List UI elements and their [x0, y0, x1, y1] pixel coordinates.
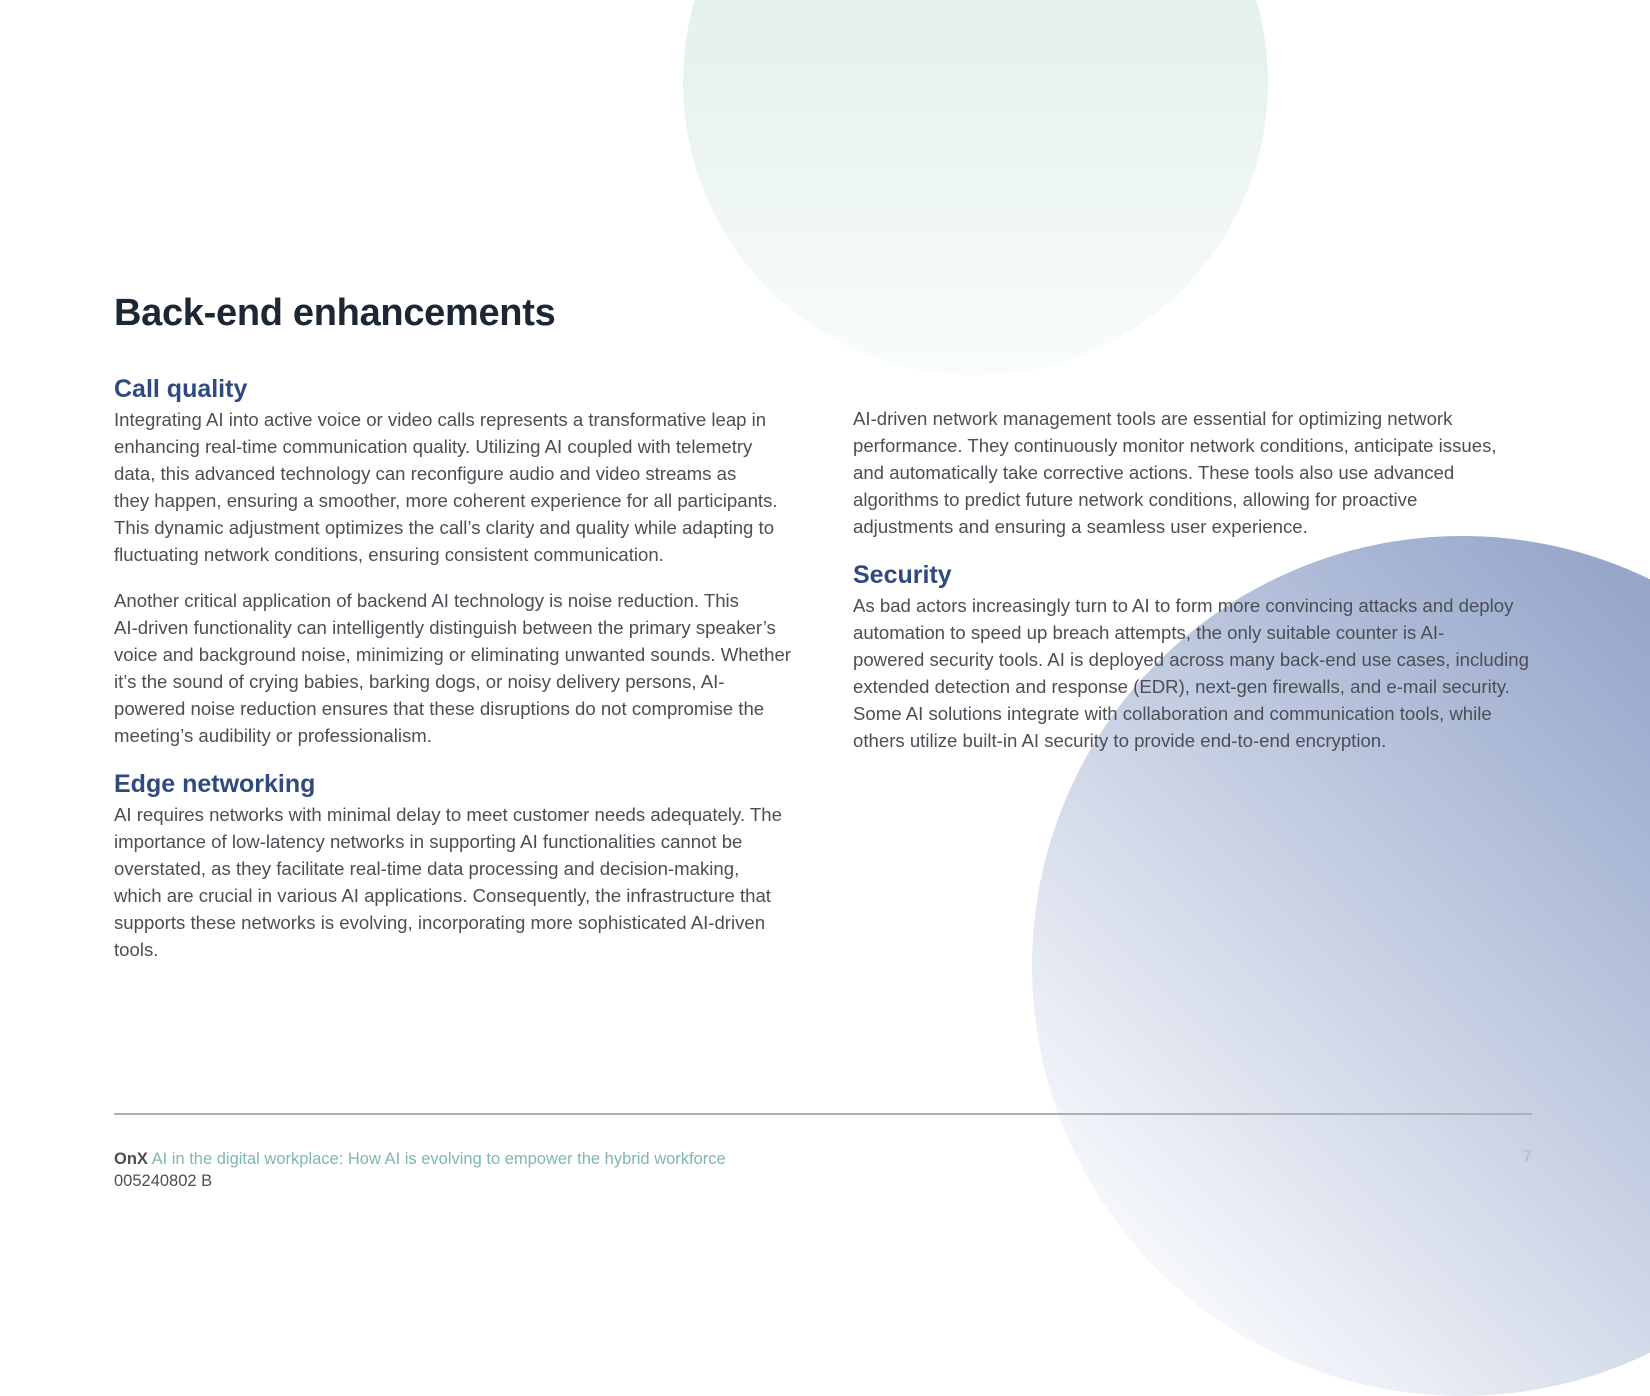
footer-divider [114, 1113, 1532, 1115]
edge-networking-paragraph-1: AI requires networks with minimal delay to meet customer needs adequately. The importance of low-latency networks in supporting AI functionalities cannot be overstated, as they facilitate real-time data processing and decision-making, which are crucial in various AI applications. Consequently, the infrastructure that supports these networks is evolving, incorporating more sophisticated AI-driven tools. [114, 804, 782, 960]
security-paragraph: As bad actors increasingly turn to AI to form more convincing attacks and deploy automation to speed up breach attempts, the only suitable counter is AI- powered security tools. AI is deployed across many back-end use cases, including extended detection and response (EDR), next-gen firewalls, and e-mail security. Some AI solutions integrate with collaboration and communication tools, while others utilize built-in AI security to provide end-to-end encryption. [853, 595, 1529, 751]
footer-document-code: 005240802 B [114, 1172, 213, 1190]
footer [114, 1148, 726, 1192]
footer-brand: OnX [114, 1150, 148, 1168]
right-column [853, 377, 1553, 754]
page-number: 7 [1523, 1148, 1532, 1165]
section-heading-call-quality: Call quality [114, 375, 248, 403]
section-heading-security: Security [853, 561, 952, 589]
page-title: Back-end enhancements [114, 292, 556, 334]
call-quality-paragraph-2: Another critical application of backend AI technology is noise reduction. This AI-driven functionality can intelligently distinguish between the primary speaker’s voice and background noise, minimizing or eliminating unwanted sounds. Whether it’s the sound of crying babies, barking dogs, or noisy delivery persons, AI- powered noise reduction ensures that these disruptions do not compromise the meeting’s audibility or professionalism. [114, 590, 791, 746]
decorative-teal-circle [683, 0, 1268, 375]
edge-networking-paragraph-2: AI-driven network management tools are essential for optimizing network performance. They continuously monitor network conditions, anticipate issues, and automatically take corrective actions. These tools also use advanced algorithms to predict future network conditions, allowing for proactive adjustments and ensuring a seamless user experience. [853, 408, 1497, 537]
footer-document-title: AI in the digital workplace: How AI is evolving to empower the hybrid workforce [151, 1150, 726, 1168]
call-quality-paragraph-1: Integrating AI into active voice or video calls represents a transformative leap in enhancing real-time communication quality. Utilizing AI coupled with telemetry data, this advanced technology can reconfigure audio and video streams as they happen, ensuring a smoother, more coherent experience for all participants. This dynamic adjustment optimizes the call’s clarity and quality while adapting to fluctuating network conditions, ensuring consistent communication. [114, 409, 778, 565]
section-heading-edge-networking: Edge networking [114, 770, 316, 798]
footer-title-line [114, 1148, 726, 1170]
left-column [114, 372, 814, 963]
